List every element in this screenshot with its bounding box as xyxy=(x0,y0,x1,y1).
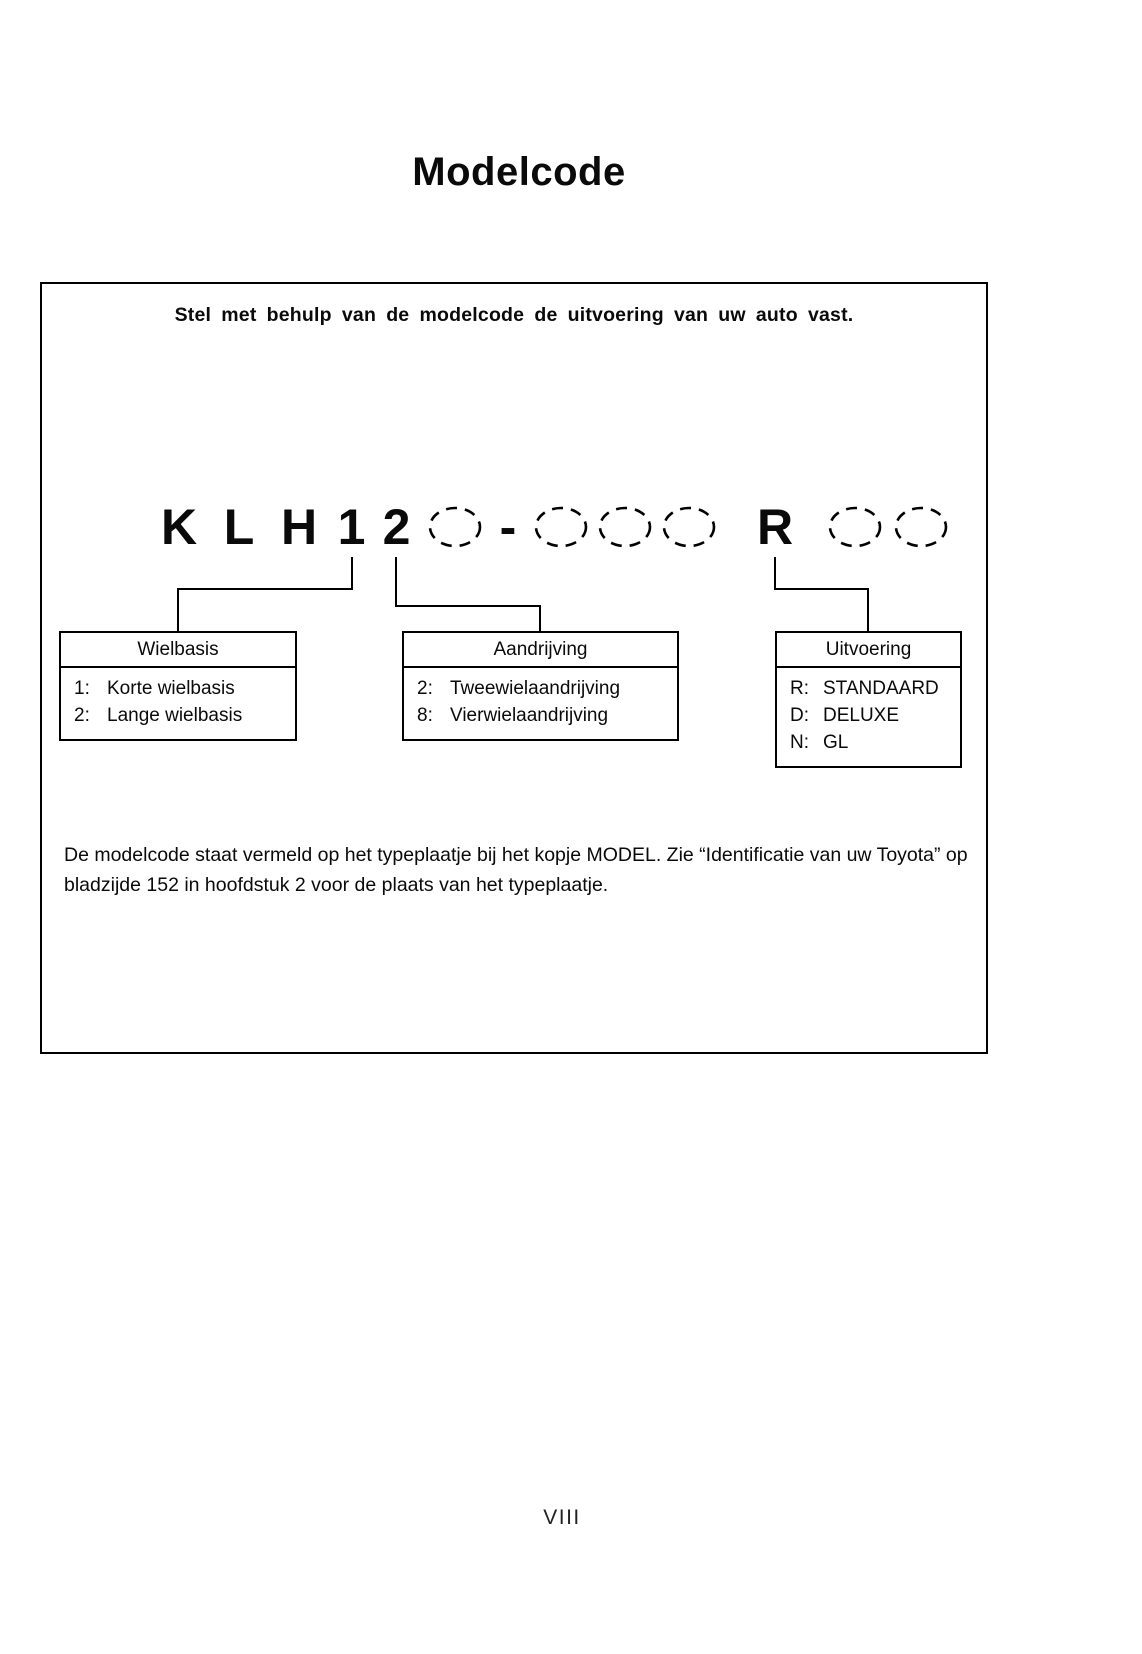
instruction-text: Stel met behulp van de modelcode de uitvoering van uw auto vast. xyxy=(174,304,854,326)
legend-item-key: R: xyxy=(790,678,809,699)
legend-item xyxy=(417,675,669,702)
legend-item-key: 2: xyxy=(417,678,433,699)
legend-item-label: Lange wielbasis xyxy=(107,705,243,726)
model-code-char: L xyxy=(223,499,255,555)
dashed-circle-icon xyxy=(597,504,653,550)
legend-box-uitvoering xyxy=(775,631,962,768)
dashed-circle-icon xyxy=(893,504,949,550)
legend-item-label: Korte wielbasis xyxy=(107,678,235,699)
legend-item-label: Tweewielaandrijving xyxy=(450,678,621,699)
legend-item-key: N: xyxy=(790,732,809,753)
dashed-circle-icon xyxy=(661,504,717,550)
page-title: Modelcode xyxy=(412,150,626,194)
legend-item-label: Vierwielaandrijving xyxy=(450,705,609,726)
legend-item-key: 8: xyxy=(417,705,433,726)
legend-item-label: DELUXE xyxy=(823,705,900,726)
legend-box-body xyxy=(61,668,295,739)
legend-box-title: Wielbasis xyxy=(61,633,295,668)
model-code-char: H xyxy=(280,499,318,555)
note-text: De modelcode staat vermeld op het typeplaatje bij het kopje MODEL. Zie “Identificatie van uw Toyota” op bladzijde 152 in hoofdstuk 2 voor de plaats van het typeplaatje. xyxy=(64,844,968,896)
legend-item xyxy=(74,675,287,702)
legend-item-key: 1: xyxy=(74,678,90,699)
legend-item-label: STANDAARD xyxy=(823,678,939,699)
model-code-char: K xyxy=(160,499,198,555)
model-code-char: 2 xyxy=(382,499,411,555)
legend-item xyxy=(790,702,952,729)
legend-item-key: D: xyxy=(790,705,809,726)
dashed-circle-icon xyxy=(427,504,483,550)
legend-box-body xyxy=(777,668,960,766)
legend-box-title: Aandrijving xyxy=(404,633,677,668)
legend-item-label: GL xyxy=(823,732,849,753)
model-code-separator: - xyxy=(499,499,517,555)
legend-box-body xyxy=(404,668,677,739)
legend-item xyxy=(74,702,287,729)
legend-box-title: Uitvoering xyxy=(777,633,960,668)
legend-box-aandrijving xyxy=(402,631,679,741)
dashed-circle-icon xyxy=(533,504,589,550)
legend-item-key: 2: xyxy=(74,705,90,726)
legend-item xyxy=(417,702,669,729)
modelcode-panel xyxy=(40,282,988,1054)
dashed-circle-icon xyxy=(827,504,883,550)
legend-item xyxy=(790,675,952,702)
legend-box-wielbasis xyxy=(59,631,297,741)
legend-item xyxy=(790,729,952,756)
model-code-char: R xyxy=(756,499,794,555)
model-code xyxy=(149,499,949,555)
page-number: VIII xyxy=(543,1506,581,1529)
model-code-char: 1 xyxy=(337,499,366,555)
